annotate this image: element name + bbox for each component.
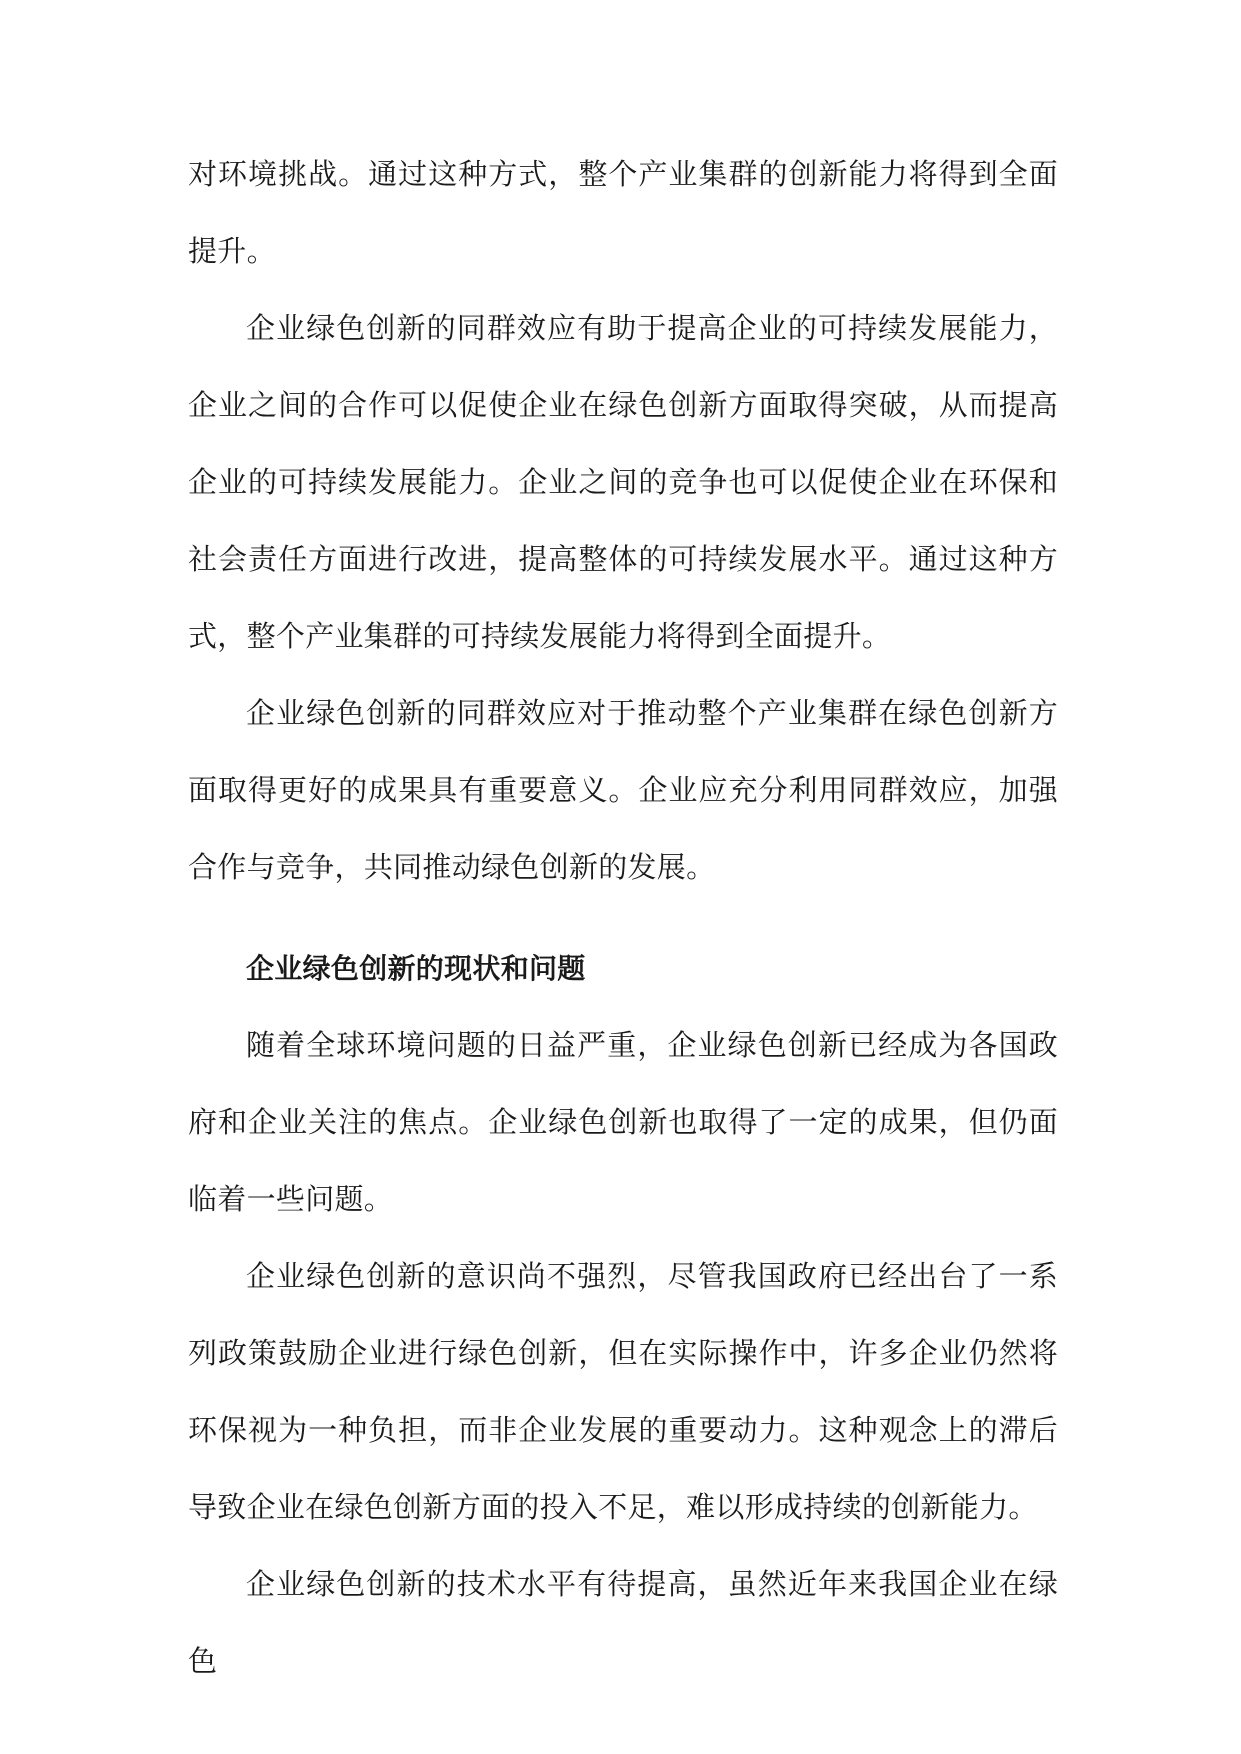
paragraph-significance: 企业绿色创新的同群效应对于推动整个产业集群在绿色创新方面取得更好的成果具有重要意义。企业应充分利用同群效应，加强合作与竞争，共同推动绿色创新的发展。 (188, 696, 1058, 884)
paragraph-technology: 企业绿色创新的技术水平有待提高，虽然近年来我国企业在绿色 (188, 1567, 1058, 1678)
section-heading: 企业绿色创新的现状和问题 (246, 952, 586, 985)
paragraph-status: 随着全球环境问题的日益严重，企业绿色创新已经成为各国政府和企业关注的焦点。企业绿色创新也取得了一定的成果，但仍面临着一些问题。 (188, 1028, 1058, 1216)
paragraph-awareness: 企业绿色创新的意识尚不强烈，尽管我国政府已经出台了一系列政策鼓励企业进行绿色创新，但在实际操作中，许多企业仍然将环保视为一种负担，而非企业发展的重要动力。这种观念上的滞后导致企业在绿色创新方面的投入不足，难以形成持续的创新能力。 (188, 1259, 1058, 1524)
paragraph-sustainability: 企业绿色创新的同群效应有助于提高企业的可持续发展能力，企业之间的合作可以促使企业在绿色创新方面取得突破，从而提高企业的可持续发展能力。企业之间的竞争也可以促使企业在环保和社会责任方面进行改进，提高整体的可持续发展水平。通过这种方式，整个产业集群的可持续发展能力将得到全面提升。 (188, 311, 1058, 653)
document-body (188, 136, 1058, 1700)
paragraph-continuation: 对环境挑战。通过这种方式，整个产业集群的创新能力将得到全面提升。 (188, 157, 1058, 268)
